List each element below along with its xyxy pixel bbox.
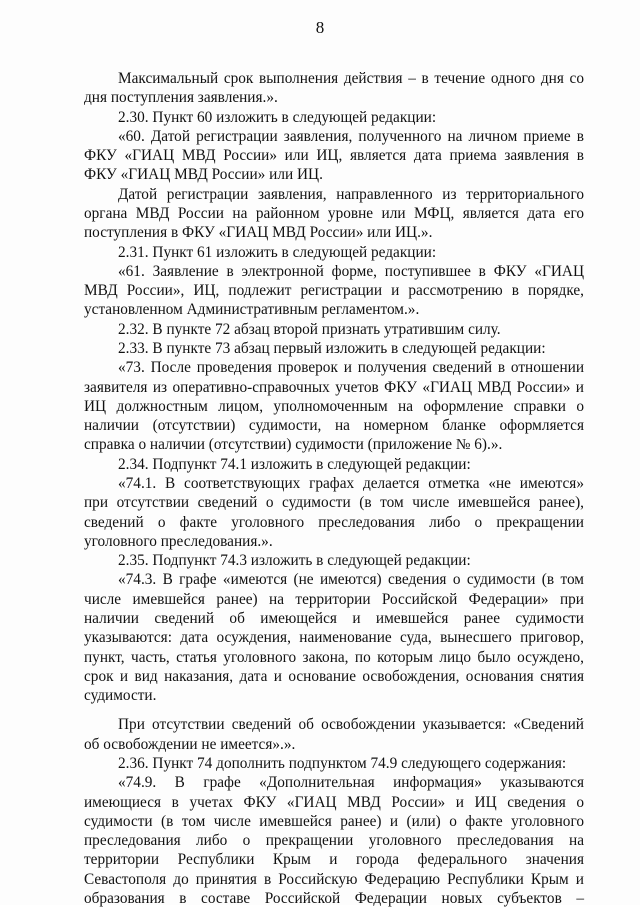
text-line: поступления в ФКУ «ГИАЦ МВД России» или ИЦ.». [84, 224, 433, 241]
text-line: заявителя из оперативно-справочных учетов ФКУ «ГИАЦ МВД России» и [84, 379, 584, 396]
text-line: преследования либо о прекращении уголовного преследования на [84, 832, 584, 849]
text-line: «74.3. В графе «имеются (не имеются) сведения о судимости (в том [118, 571, 584, 588]
text-line: срок и вид наказания, дата и основание освобождения, основания снятия [84, 668, 584, 685]
text-line: судимости. [84, 687, 157, 704]
text-line: 2.34. Подпункт 74.1 изложить в следующей редакции: [118, 456, 471, 473]
text-line: Датой регистрации заявления, направленного из территориального [118, 186, 584, 203]
text-line: справка о наличии (отсутствии) судимости (приложение № 6).». [84, 436, 503, 453]
text-line: 2.30. Пункт 60 изложить в следующей редакции: [118, 109, 437, 126]
page-number: 8 [315, 18, 325, 37]
text-line: «73. После проведения проверок и получения сведений в отношении [118, 359, 584, 376]
text-line: имеющиеся в учетах ФКУ «ГИАЦ МВД России» и ИЦ сведения о [84, 794, 584, 811]
text-line: дня поступления заявления.». [84, 89, 278, 106]
text-line: сведений о факте уголовного преследования либо о прекращении [84, 514, 584, 531]
text-line: 2.35. Подпункт 74.3 изложить в следующей редакции: [118, 552, 471, 569]
text-line: наличии сведений об имеющейся и имевшейся ранее судимости [84, 610, 584, 627]
text-line: судимости (в том числе имевшейся ранее) и (или) о факте уголовного [84, 813, 584, 830]
text-line: установленном Административным регламентом.». [84, 301, 420, 318]
text-line: наличии (отсутствии) судимости, на номерном бланке оформляется [84, 417, 584, 434]
text-line: При отсутствии сведений об освобождении указывается: «Сведений [118, 716, 584, 733]
text-line: МВД России», ИЦ, подлежит регистрации и рассмотрению в порядке, [84, 282, 584, 299]
text-line: территории Республики Крым и города федерального значения [84, 851, 584, 868]
text-line: «74.1. В соответствующих графах делается отметка «не имеются» [118, 475, 584, 492]
text-line: уголовного преследования.». [84, 533, 273, 550]
text-line: при отсутствии сведений о судимости (в том числе имевшейся ранее), [84, 494, 584, 511]
text-line: ФКУ «ГИАЦ МВД России» или ИЦ, является дата приема заявления в [84, 147, 584, 164]
text-line: 2.32. В пункте 72 абзац второй признать утратившим силу. [118, 321, 501, 338]
text-line: ФКУ «ГИАЦ МВД России» или ИЦ. [84, 166, 323, 183]
text-line: Максимальный срок выполнения действия – в течение одного дня со [118, 70, 584, 87]
text-line: 2.36. Пункт 74 дополнить подпунктом 74.9 следующего содержания: [118, 755, 567, 772]
text-line: об освобождении не имеется».». [84, 736, 296, 753]
text-line: «74.9. В графе «Дополнительная информация» указываются [118, 774, 584, 791]
text-line: Севастополя до принятия в Российскую Федерацию Республики Крым и [84, 871, 584, 888]
text-line: «61. Заявление в электронной форме, поступившее в ФКУ «ГИАЦ [118, 263, 584, 280]
text-line: 2.31. Пункт 61 изложить в следующей редакции: [118, 244, 437, 261]
text-line: числе имевшейся ранее) на территории Российской Федерации» при [84, 591, 584, 608]
text-line: органа МВД России на районном уровне или МФЦ, является дата его [84, 205, 584, 222]
text-line: «60. Датой регистрации заявления, полученного на личном приеме в [118, 128, 584, 145]
text-line: 2.33. В пункте 73 абзац первый изложить в следующей редакции: [118, 340, 546, 357]
text-line: указываются: дата осуждения, наименование суда, вынесшего приговор, [84, 629, 584, 646]
text-line: пункт, часть, статья уголовного закона, по которым лицо было осуждено, [84, 649, 584, 666]
text-line: образования в составе Российской Федерации новых субъектов – [84, 890, 584, 907]
text-line: ИЦ должностным лицом, уполномоченным на оформление справки о [84, 398, 584, 415]
